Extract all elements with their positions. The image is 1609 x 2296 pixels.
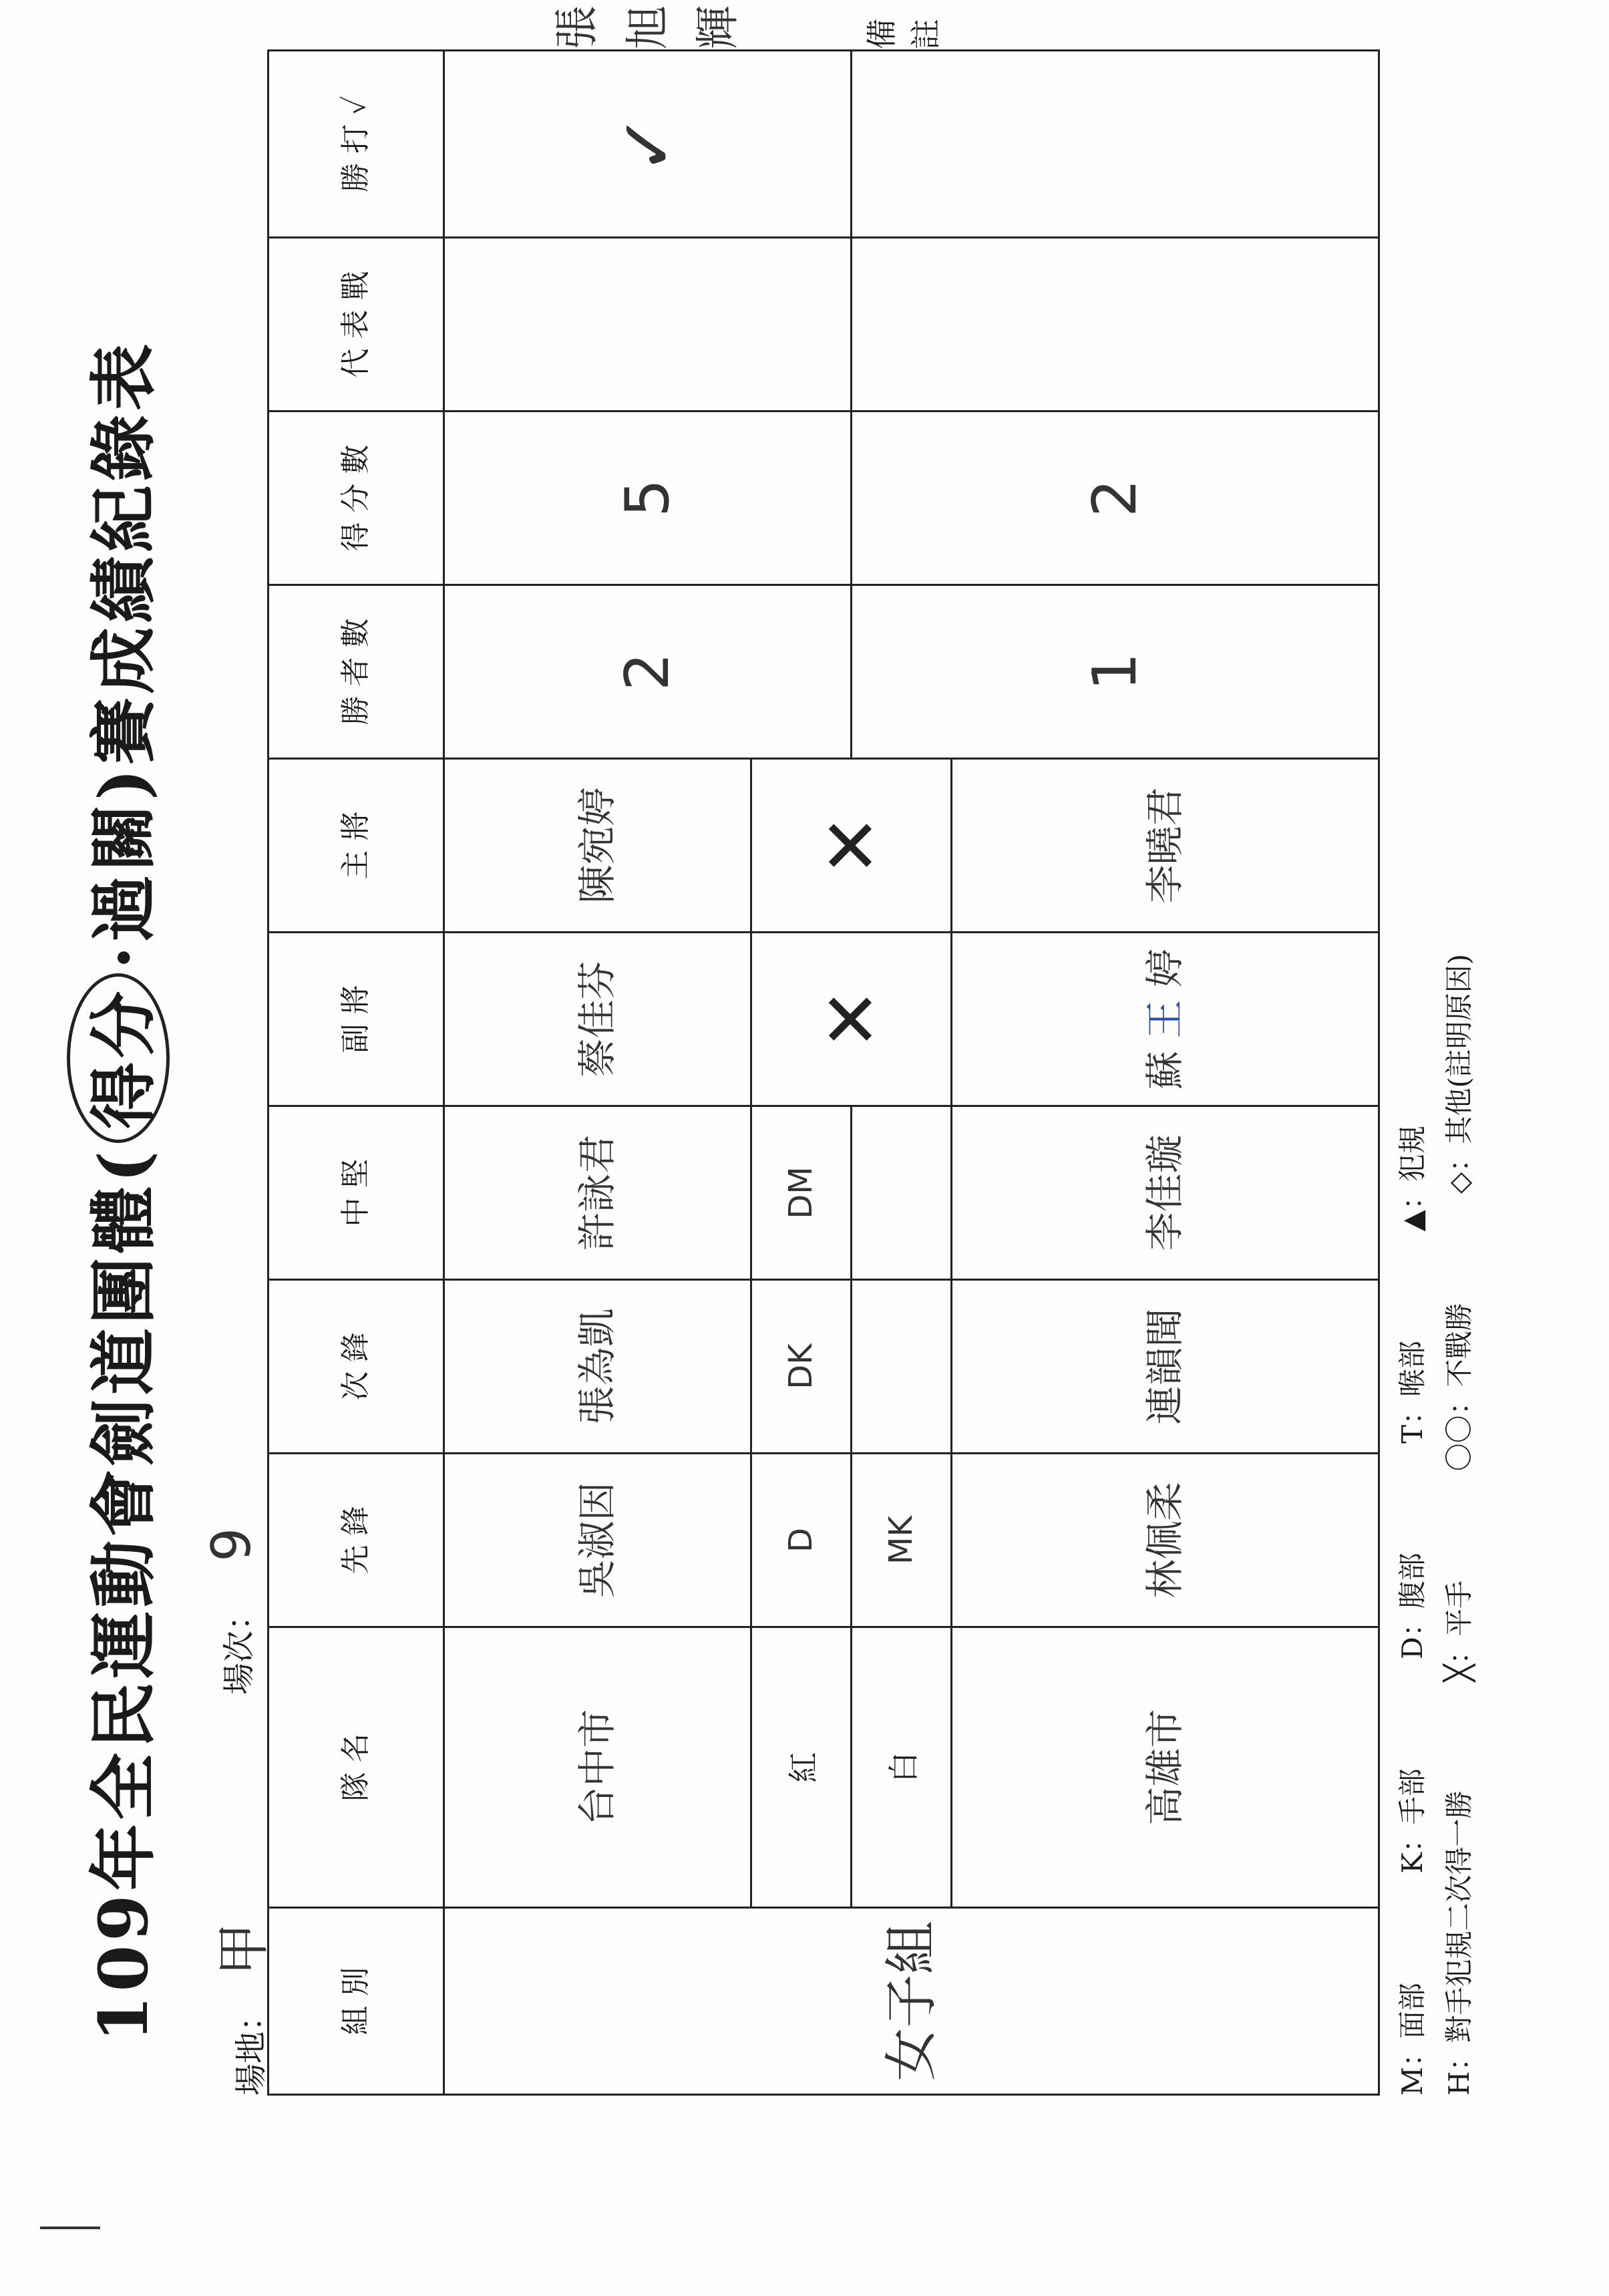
session-value: 9 [200, 1527, 262, 1562]
venue-field [200, 1923, 277, 2096]
player-cell: 蔡佳芬 [444, 933, 751, 1106]
header-row [269, 51, 444, 2095]
header-pos1: 先 鋒 [269, 1454, 444, 1627]
wins-value: 2 [444, 585, 852, 759]
header-pos4: 副 將 [269, 933, 444, 1106]
team-row: 女子組 台中市 吳淑因 張為凱 許詠君 蔡佳芬 陳宛婷 2 5 ✓ 張旭輝 [444, 51, 751, 2095]
header-group: 組 別 [269, 1908, 444, 2095]
bout-mark: D [751, 1454, 852, 1627]
header-pos2: 次 鋒 [269, 1280, 444, 1454]
header-team: 隊 名 [269, 1627, 444, 1908]
legend-item: ╳：平手 [1443, 1580, 1475, 1681]
header-pos3: 中 堅 [269, 1106, 444, 1280]
legend-item: K：手部 [1396, 1768, 1429, 1874]
legend-item: ▲：犯規 [1396, 1126, 1429, 1232]
player-cell: 連韻聞 [952, 1280, 1379, 1454]
title-prefix: 109年全民運動會劍道團體( [84, 1146, 163, 2042]
record-table [267, 5, 1380, 2096]
player-cell [952, 933, 1379, 1106]
team-name: 台中市 [444, 1627, 751, 1908]
rep-cell [444, 238, 852, 412]
legend-item: M：面部 [1396, 1982, 1429, 2096]
title-suffix: ·過關)賽成績紀錄表 [84, 339, 163, 969]
player-name-correction: 王 [1142, 999, 1188, 1039]
player-cell: 李曉君 [952, 759, 1379, 933]
bout-mark: MK [852, 1454, 952, 1627]
header-victory: 勝 打 ✓ [269, 51, 444, 238]
session-field [200, 1528, 262, 1695]
header-wins: 勝 者 數 [269, 585, 444, 759]
rep-cell [852, 238, 1379, 412]
legend-item: ◇：其他(註明原因) [1443, 953, 1475, 1194]
page-title [67, 340, 170, 2042]
venue-label: 場地： [232, 1999, 270, 2096]
draw-mark: ✕ [751, 933, 952, 1106]
draw-mark: ✕ [751, 759, 952, 933]
legend [1389, 854, 1483, 2096]
edge-mark [40, 2227, 100, 2229]
title-circled-option: 得分 [67, 973, 170, 1143]
player-cell: 張為凱 [444, 1280, 751, 1454]
player-cell: 李佳璇 [952, 1106, 1379, 1280]
wins-value: 1 [852, 585, 1379, 759]
legend-item: T：喉部 [1396, 1340, 1429, 1444]
victory-check: ✓ [444, 51, 852, 238]
venue-value: 甲 [212, 1922, 275, 1976]
bout-mark [852, 1106, 952, 1280]
group-value: 女子組 [444, 1908, 1379, 2095]
bout-mark: DM [751, 1106, 852, 1280]
points-value: 2 [852, 412, 1379, 585]
legend-item: H：對手犯規二次得一勝 [1443, 1790, 1475, 2096]
legend-line [1436, 854, 1483, 2096]
player-name-part: 婷 [1142, 949, 1188, 988]
player-name-part: 蘇 [1142, 1050, 1188, 1090]
player-cell: 許詠君 [444, 1106, 751, 1280]
bout-mark [852, 1280, 952, 1454]
player-cell: 林佩柔 [952, 1454, 1379, 1627]
marks-row-white: 白 MK 1 2 備 註 [852, 51, 952, 2095]
header-pos5: 主 將 [269, 759, 444, 933]
red-label: 紅 [751, 1627, 852, 1908]
team-name: 高雄市 [952, 1627, 1379, 1908]
player-cell: 陳宛婷 [444, 759, 751, 933]
header-rep: 代 表 戰 [269, 238, 444, 412]
legend-line [1389, 854, 1436, 2096]
white-label: 白 [852, 1627, 952, 1908]
header-points: 得 分 數 [269, 412, 444, 585]
session-label: 場次： [220, 1598, 258, 1695]
points-value: 5 [444, 412, 852, 585]
legend-item: 〇〇：不戰勝 [1443, 1303, 1475, 1472]
bout-mark: DK [751, 1280, 852, 1454]
player-cell: 吳淑因 [444, 1454, 751, 1627]
legend-item: D：腹部 [1396, 1552, 1429, 1659]
victory-check [852, 51, 1379, 238]
